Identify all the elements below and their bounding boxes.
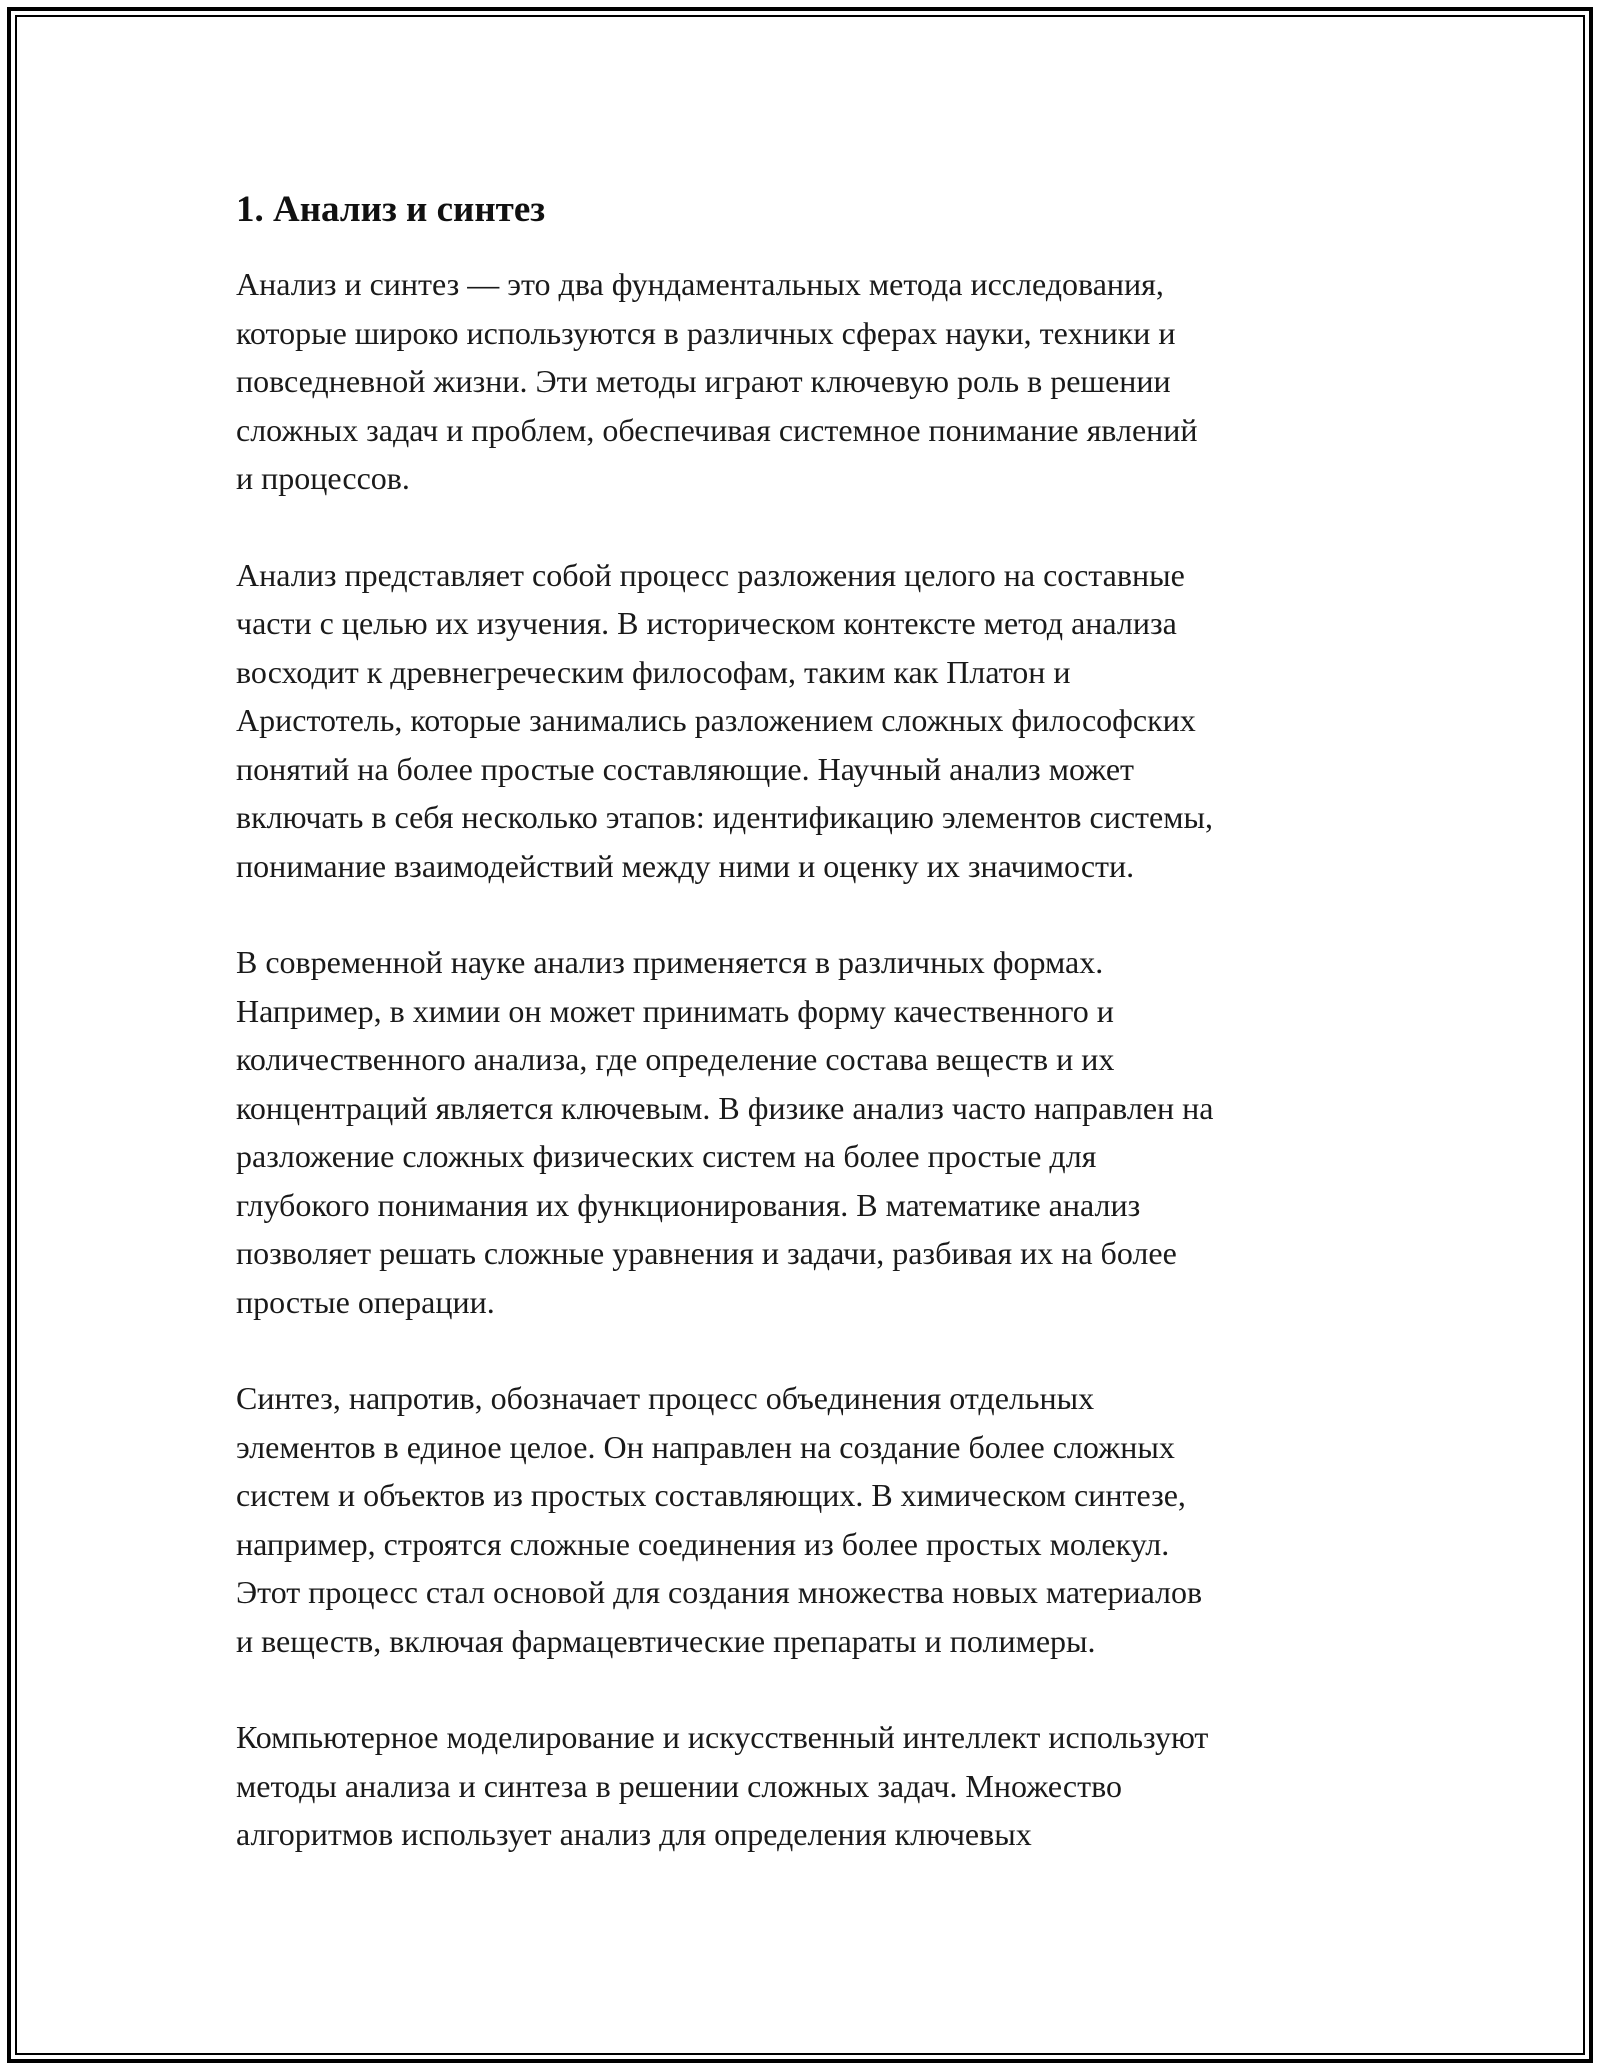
paragraph-computing	[236, 1713, 1366, 1859]
paragraph-synthesis	[236, 1374, 1366, 1665]
text-line: глубокого понимания их функционирования. В математике анализ	[236, 1186, 1141, 1223]
text-line: алгоритмов использует анализ для определения ключевых	[236, 1816, 1032, 1852]
paragraph-analysis	[236, 551, 1366, 891]
section-heading: 1. Анализ и синтез	[236, 189, 546, 230]
paragraph-modern-science	[236, 938, 1366, 1326]
text-line: Например, в химии он может принимать форму качественного и	[236, 992, 1114, 1029]
text-line: Аристотель, которые занимались разложением сложных философских	[236, 702, 1196, 738]
text-line: концентраций является ключевым. В физике анализ часто направлен на	[236, 1089, 1214, 1126]
text-line: Анализ и синтез — это два фундаментальных метода исследования,	[236, 266, 1164, 302]
text-line: понятий на более простые составляющие. Научный анализ может	[236, 750, 1135, 787]
text-line: позволяет решать сложные уравнения и задачи, разбивая их на более	[236, 1235, 1177, 1271]
text-line: Анализ представляет собой процесс разложения целого на составные	[236, 556, 1185, 593]
text-line: повседневной жизни. Эти методы играют ключевую роль в решении	[236, 363, 1171, 399]
text-line: которые широко используются в различных сферах науки, техники и	[236, 314, 1176, 351]
text-line: понимание взаимодействий между ними и оценку их значимости.	[236, 847, 1135, 884]
text-line: Синтез, напротив, обозначает процесс объединения отдельных	[236, 1380, 1095, 1416]
text-line: и процессов.	[236, 460, 410, 496]
text-line: элементов в единое целое. Он направлен на создание более сложных	[236, 1428, 1175, 1465]
text-line: части с целью их изучения. В историческом контексте метод анализа	[236, 605, 1177, 641]
document-body	[236, 186, 1366, 1907]
text-line: разложение сложных физических систем на более простые для	[236, 1138, 1097, 1174]
text-line: количественного анализа, где определение состава веществ и их	[236, 1041, 1115, 1077]
text-line: систем и объектов из простых составляющих. В химическом синтезе,	[236, 1477, 1186, 1513]
text-line: методы анализа и синтеза в решении сложных задач. Множество	[236, 1767, 1122, 1804]
text-line: например, строятся сложные соединения из более простых молекул.	[236, 1525, 1170, 1562]
text-line: сложных задач и проблем, обеспечивая системное понимание явлений	[236, 411, 1198, 448]
paragraph-intro	[236, 260, 1366, 503]
text-line: Компьютерное моделирование и искусственный интеллект используют	[236, 1719, 1209, 1755]
text-line: Этот процесс стал основой для создания множества новых материалов	[236, 1574, 1203, 1610]
text-line: включать в себя несколько этапов: идентификацию элементов системы,	[236, 799, 1213, 835]
text-line: В современной науке анализ применяется в различных формах.	[236, 944, 1104, 980]
text-line: простые операции.	[236, 1283, 495, 1320]
text-line: и веществ, включая фармацевтические препараты и полимеры.	[236, 1622, 1096, 1659]
text-line: восходит к древнегреческим философам, таким как Платон и	[236, 653, 1071, 690]
